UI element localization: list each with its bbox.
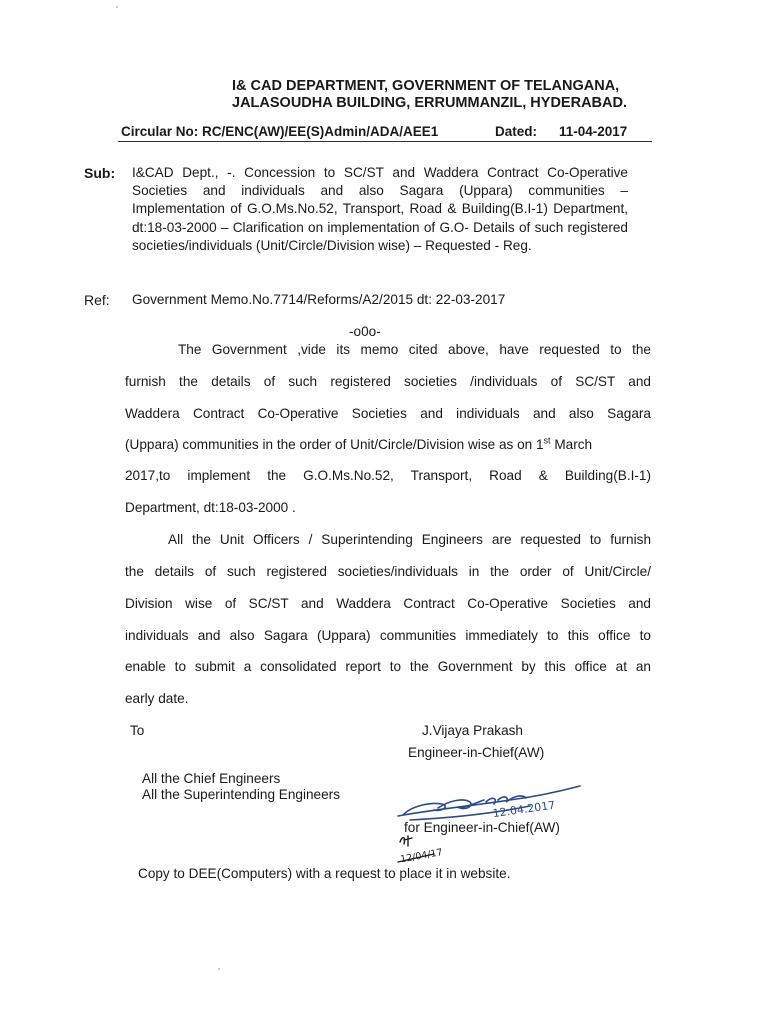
reference-label: Ref: — [84, 292, 110, 308]
para1-line: Department, dt:18-03-2000 . — [125, 500, 296, 515]
recipient-chief-engineers: All the Chief Engineers — [142, 771, 281, 786]
para2-line: individuals and also Sagara (Uppara) communities immediately to this office to — [125, 628, 651, 643]
ordinal-suffix: st — [543, 435, 551, 446]
dated-value: 11-04-2017 — [559, 124, 628, 139]
para2-line: the details of such registered societies/individuals in the order of Unit/Circle/ — [125, 564, 651, 579]
subject-label: Sub: — [84, 165, 116, 181]
separator-mark: -o0o- — [349, 324, 381, 339]
para1-line: Waddera Contract Co-Operative Societies and individuals and also Sagara — [125, 406, 651, 421]
recipient-superintending-engineers: All the Superintending Engineers — [142, 787, 340, 802]
for-designation: for Engineer-in-Chief(AW) — [404, 820, 560, 835]
signatory-name: J.Vijaya Prakash — [422, 723, 523, 738]
dated-label: Dated: — [495, 124, 538, 139]
scan-speck — [116, 6, 118, 8]
para1-line: furnish the details of such registered societies /individuals of SC/ST and — [125, 374, 651, 389]
para1-line — [125, 437, 592, 452]
department-address: JALASOUDHA BUILDING, ERRUMMANZIL, HYDERABAD. — [232, 95, 627, 111]
circular-underline — [118, 141, 652, 142]
para2-line: early date. — [125, 691, 189, 706]
para2-line: Division wise of SC/ST and Waddera Contract Co-Operative Societies and — [125, 596, 651, 611]
para2-line: enable to submit a consolidated report to the Government by this office at an — [125, 659, 651, 674]
para1-text: March — [550, 437, 593, 452]
scan-speck — [218, 968, 220, 970]
signature-date-note: 12.04.2017 — [491, 798, 556, 821]
department-heading: I& CAD DEPARTMENT, GOVERNMENT OF TELANGANA, — [232, 78, 620, 94]
initials-mark — [394, 834, 454, 866]
to-label: To — [130, 723, 145, 738]
copy-to-note: Copy to DEE(Computers) with a request to place it in website. — [138, 866, 511, 881]
para1-line: 2017,to implement the G.O.Ms.No.52, Transport, Road & Building(B.I-1) — [125, 468, 651, 483]
para1-text: (Uppara) communities in the order of Unit/Circle/Division wise as on 1 — [125, 437, 544, 452]
para1-line: The Government ,vide its memo cited above, have requested to the — [178, 342, 651, 357]
initials-date: 12/04/17 — [399, 847, 444, 866]
subject-text: I&CAD Dept., -. Concession to SC/ST and Waddera Contract Co-Operative Societies and individuals and also Sagara (Uppara) communities – Implementation of G.O.Ms.No.52, Transport, Road & Building(B.I-1) Department, dt:18-03-2000 – Clarification on implementation of G.O- Details of such registered societies/individuals (Unit/Circle/Division wise) – Requested - Reg. — [132, 165, 628, 253]
para2-line: All the Unit Officers / Superintending Engineers are requested to furnish — [168, 532, 651, 547]
signatory-designation: Engineer-in-Chief(AW) — [408, 745, 545, 760]
reference-text: Government Memo.No.7714/Reforms/A2/2015 dt: 22-03-2017 — [132, 292, 506, 307]
circular-number: Circular No: RC/ENC(AW)/EE(S)Admin/ADA/AEE1 — [121, 124, 439, 139]
